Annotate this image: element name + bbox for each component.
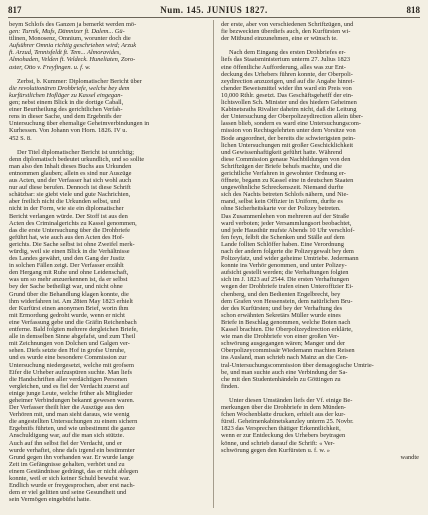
- text-line: sich des Nachts betreten Schlofs nähern, und Nie-: [221, 191, 349, 199]
- text-line: lassen blieb, sondern es ward eine Untersuchungscom-: [221, 120, 362, 128]
- text-line: Acten des Criminalgerichts zu Kassel genommen,: [9, 219, 137, 227]
- text-line: 452 S. 8.: [9, 134, 32, 142]
- text-line: eine öffentliche Aufforderung, alles was zur Ent-: [221, 63, 346, 71]
- text-line: [9, 142, 207, 149]
- text-line: Auch auf ihn selbst fiel der Verdacht, und er: [9, 439, 122, 447]
- text-line: der Kurfürst einen anonymen Brief, worin ihm: [9, 304, 129, 312]
- text-line: vergleichen, und es fiel der Verdacht zuerst auf: [9, 382, 130, 390]
- text-line: gerichtliche Verfahren in gewohnter Ordnung er-: [221, 169, 346, 177]
- text-line: nur auf diese berufen. Dennoch ist diese Schrift: [9, 184, 131, 192]
- text-line: liefs das Staatsministerium unterm 27. Julius 1823: [221, 56, 351, 64]
- text-line: die revolutionären Drohbriefe, welche bey dem: [9, 84, 130, 92]
- text-line: Grund über die Behandlung klagen konnte, die: [9, 290, 129, 298]
- left-column: [9, 21, 207, 503]
- text-line: Bode angeordnet, der bereits die schwierigsten pein-: [221, 134, 356, 142]
- text-line: Kurhessen. Von Johann von Horn. 1826. IV u.: [9, 127, 128, 135]
- text-line: Eifer die Urheber aufzuspüren suchte. Man liefs: [9, 368, 132, 376]
- text-line: be, und man suchte auch eine Verbindung der Sa-: [221, 368, 348, 376]
- text-line: eine Verfassung gebe und die Gräfin Reichenbach: [9, 318, 137, 326]
- text-line: bey der Sache betheiligt war, und nicht ohne: [9, 283, 123, 291]
- text-line: denn diplomatisch bedeutet urkundlich, und so sollte: [9, 155, 145, 163]
- text-line: ohne Sicherheitskarte vor der Polizey betreten.: [221, 205, 341, 213]
- text-line: nach der andern folgerte die Polizeygewalt bey dem: [221, 248, 354, 255]
- text-line: gen: Turnik, Mufs, Dämnizer ft. Dalem... Gü-: [9, 28, 125, 36]
- text-line: ft. Arzud, Tennisfeldt ft. Tem... Almoravides,: [9, 49, 121, 57]
- text-line: sein Vermögen eingebüfst hatte.: [9, 496, 91, 504]
- text-line: ungewöhnliche Schreckenszeit. Niemand durfte: [221, 184, 344, 192]
- text-line: Zerbst, b. Kummer: Diplomatischer Bericht über: [17, 77, 142, 85]
- text-line: Unter diesen Umständen liefs der Vf. einige Be-: [229, 396, 353, 404]
- text-line: rens in dieser Sache, und dem Ergebnifs der: [9, 113, 122, 121]
- text-line: Polizeyfatz, und wider geheime Umtriebe. Jedermann: [221, 255, 359, 263]
- text-line: chender Beweismittel wider ihn ward ein Preis von: [221, 84, 352, 92]
- text-line: gerichts. Die Sache selbst ist ohne Zweifel merk-: [9, 240, 135, 248]
- text-line: nicht in der Form, wie sie ein diplomatischer: [9, 205, 124, 213]
- text-line: ihm widerfahren ist. Am 28ten May 1823 erhielt: [9, 297, 133, 305]
- text-line: merkungen über die Drohbriefe in dem Münden-: [221, 404, 346, 412]
- text-line: Nach dem Eingang des ersten Drohbriefes er-: [229, 49, 346, 57]
- text-line: ttlinen, Monosenz, Omnium, worunter doch die: [9, 35, 131, 43]
- text-line: und jede Hausthür mufste Abends 10 Uhr verschlof-: [221, 226, 355, 234]
- text-line: ins Ausland, man schrieb nach Mainz an die Cen-: [221, 354, 348, 362]
- text-line: Das Zusammenlehen von mehreren auf der Straße: [221, 212, 350, 220]
- text-line: Lande follten Schlöffer haben. Eine Verordnung: [221, 240, 344, 248]
- right-column: [221, 21, 419, 461]
- text-line: gen; nebst einem Blick in die dortige Caball,: [9, 99, 124, 107]
- text-line: und Gewissenhaftigkeit geführt hatte. Während: [221, 148, 343, 156]
- text-line: wenn er zur Entdeckung des Urhebers beytragen: [221, 432, 346, 440]
- text-line: aber freilich nicht die Urkunden selbst, und: [9, 198, 120, 206]
- text-line: den Hergang mit Ruhe und ohne Leidenschaft,: [9, 269, 129, 277]
- text-line: würdig, weil sie einen Blick in die Verhältnisse: [9, 248, 130, 255]
- text-line: Almohaden, Velden ft. Veldeck. Huneliaten, Zoro-: [9, 56, 136, 64]
- text-line: entnommen glauben; allein es sind nur Auszüge: [9, 169, 132, 177]
- text-line: die Handschriften aller verdächtigen Personen: [9, 375, 128, 383]
- text-line: fchen Wochenblatte drucken, erhielt aus der kur-: [221, 411, 346, 419]
- text-line: fie bezweckten überdiefs auch, den Kurfürsten wi-: [221, 28, 351, 36]
- text-line: schwörung gegen den Kurfürsten u. f. w. »: [221, 446, 330, 454]
- text-line: Bericht verlangen würde. Der Stoff ist aus den: [9, 212, 128, 220]
- text-line: aufsicht gestellt werden; die Verhaftungen folgten: [221, 269, 349, 277]
- text-line: wandte: [400, 453, 419, 461]
- text-line: schätzbar: sie giebt viele und gute Nachrichten,: [9, 191, 131, 199]
- text-line: [221, 390, 419, 397]
- text-line: schwörung ausgegangen wären; Manger und der: [221, 340, 346, 348]
- text-line: einem Geständnisse gedrängt, das er nicht ablegen: [9, 467, 139, 475]
- text-line: einer Beurtheilung des gerichtlichen Verfah-: [9, 106, 123, 114]
- text-line: Kabinetsraths Rivalier daheim nicht, daß die Leitung: [221, 106, 357, 114]
- text-line: man also den Inhalt dieses Buchs aus Urkunden: [9, 162, 132, 170]
- text-line: Aufsührer Omnia richtig geschrieben wird; Arzuk: [9, 42, 137, 50]
- text-line: [9, 71, 207, 78]
- text-line: Untersuchung niedergesetzt, welche mit grofsem: [9, 361, 134, 369]
- text-line: Kassel brachten. Die Oberpolizeydirection erklärte,: [221, 326, 353, 334]
- text-line: des Landes gewährt, und den Gang der Justiz: [9, 255, 125, 263]
- text-line: 10,000 Rthlr. gesetzt. Das Geschäftsgeheiff der ein-: [221, 91, 354, 99]
- text-line: Anschuldigung war, auf die man sich stützte.: [9, 432, 125, 440]
- text-line: beym Schlofs des Ganzen ja bemerkt werden mö-: [9, 21, 137, 28]
- header-rule: [8, 17, 420, 18]
- text-line: einige junge Leute, welche früher als Mitglieder: [9, 389, 133, 397]
- text-line: diese Commission genaue Nachbildungen von den: [221, 155, 351, 163]
- issue-header: Num. 145. JUNIUS 1827.: [160, 5, 268, 15]
- page-number-left: 817: [8, 5, 22, 15]
- text-line: Schriftzügen der Briefe behufs machte, und die: [221, 162, 342, 170]
- text-line: fen feyn, felbft die Schenken und Ställe auf dem: [221, 233, 345, 241]
- text-line: der des Kurfürsten; und bey der Verhaftung des: [221, 304, 343, 312]
- text-line: zeydirection anzuzeigen, und auf die Angabe hinrei-: [221, 77, 355, 85]
- text-line: geheimer Verbindungen bekannt gewesen waren.: [9, 396, 135, 404]
- text-line: mission von Rechtsgelehrten unter dem Vorsitze von: [221, 127, 356, 135]
- text-line: kurfürstlichen Hofläger zu Kassel eingegan-: [9, 91, 123, 99]
- text-line: die angestellten Untersuchungen zu einem sichern: [9, 418, 138, 426]
- text-line: deckung des Urhebers führen konnte, der Oberpoli-: [221, 70, 353, 78]
- text-line: lichen Untersuchungen mit großer Geschicklichkeit: [221, 141, 354, 149]
- page-number-right: 818: [406, 5, 420, 15]
- text-line: das die erste Untersuchung über die Drohbriefe: [9, 226, 131, 234]
- text-line: aster, Otto v. Freyfingen. u. f. w.: [9, 63, 91, 71]
- text-line: sehen. Diefs setzte den Hof in grofse Unruhe,: [9, 347, 126, 355]
- text-line: entferne. Bald folgten mehrere dergleichen Briefe,: [9, 326, 138, 334]
- text-line: Zeit im Gefängnisse gehalten, verhört und zu: [9, 460, 125, 468]
- text-line: sich im J. 1823 auf 2544. Die ersten Verhaftungen: [221, 276, 350, 284]
- text-line: wurde verhaftet, ohne dafs irgend ein bestimmter: [9, 446, 135, 454]
- text-line: chenberg, und den Bedienten Engelbrecht, bey: [221, 290, 341, 298]
- text-line: alle in demselben Sinne abgefafst, und zum Theil: [9, 333, 136, 341]
- text-line: wie man die Drohbriefe von einer großen Ver-: [221, 333, 340, 341]
- text-line: öffnete, begann zu Kassel eine in deutschen Staaten: [221, 177, 354, 185]
- text-line: der Mitbund einzunehmen, eine er wünsch te.: [221, 35, 338, 43]
- text-line: dem Grafen von Hessenstein, dem natürlichen Bru-: [221, 297, 353, 305]
- text-line: Briefe in Beschlag genommen, welche Boten nach: [221, 318, 351, 326]
- text-line: und es wurde eine besondere Commission zur: [9, 354, 127, 362]
- column-divider: [213, 20, 214, 508]
- text-line: Der Titel diplomatischer Bericht ist unrichtig;: [17, 148, 134, 156]
- text-line: mit Zeichnungen von Dolchen und Galgen ver-: [9, 340, 130, 348]
- text-line: 1823 das Versprechen thätiger Erkenntlichkeit,: [221, 425, 341, 433]
- text-line: der Untersuchung der Oberpolizeydirection allein über-: [221, 113, 364, 121]
- text-line: Der Verfasser theilt hier die Auszüge aus den: [9, 404, 125, 412]
- text-line: dem er viel gelitten und seine Gesundheit und: [9, 489, 127, 497]
- text-line: aus Acten, und der Verfasser hat sich wohl auch: [9, 177, 132, 185]
- text-line: fürstl. Geheimenkabinetskanzley unterm 25. Novbr.: [221, 418, 354, 426]
- text-line: Ergebnifs führten, und wie unbestimmt die ganze: [9, 425, 136, 433]
- text-line: Grund gegen ihn vorhanden war. Er wurde lange: [9, 453, 134, 461]
- text-line: Oberpolizeycommissär Wiedemann machten Reisen: [221, 347, 355, 355]
- text-line: lichtsvollen Sch. Minister und des hiedern Geheimen: [221, 99, 357, 107]
- text-line: wegen der Drohbriefe trafen einen Unteroffizier Ei-: [221, 283, 354, 291]
- text-line: mand, selbst kein Offizier in Uniform, durfte es: [221, 198, 343, 206]
- text-line: geführt hat, wie auch aus den Acten des Hof-: [9, 233, 125, 241]
- text-line: konnte, weil er sich keiner Schuld bewufst war.: [9, 475, 131, 482]
- text-line: in solchen Fällen zeigt. Der Verfasser erzählt: [9, 262, 124, 270]
- text-line: finden.: [221, 382, 239, 390]
- text-line: Verhören mit, und man sieht daraus, wie wenig: [9, 411, 130, 419]
- text-line: tral-Untersuchungscommission über demagogische Umtrie-: [221, 361, 374, 369]
- text-line: was um so mehr anzuerkennen ist, da er selbst: [9, 276, 128, 284]
- text-line: che mit den Studentenhändeln zu Göttingen zu: [221, 375, 341, 383]
- text-line: [221, 42, 419, 49]
- text-line: mit Ermordung gedroht wurde, wenn er nicht: [9, 311, 125, 319]
- text-line: der erste, aber von verschiedenen Schriftzügen, und: [221, 21, 354, 28]
- text-line: schon erwähnten Sekretärs Müller wurde eines: [221, 311, 341, 319]
- text-line: ward verboten; jeder Versammlungsort beobachtet,: [221, 219, 352, 227]
- text-line: Endlich wurde er freygesprochen, aber erst nach-: [9, 482, 135, 490]
- text-line: konnte ins Verhör genommen, und unter Polizey-: [221, 262, 347, 270]
- text-line: könne, und schrieb darauf die Schrift: « Ver-: [221, 439, 335, 447]
- text-line: Untersuchung über ehemalige Geheimverbindungen in: [9, 120, 150, 128]
